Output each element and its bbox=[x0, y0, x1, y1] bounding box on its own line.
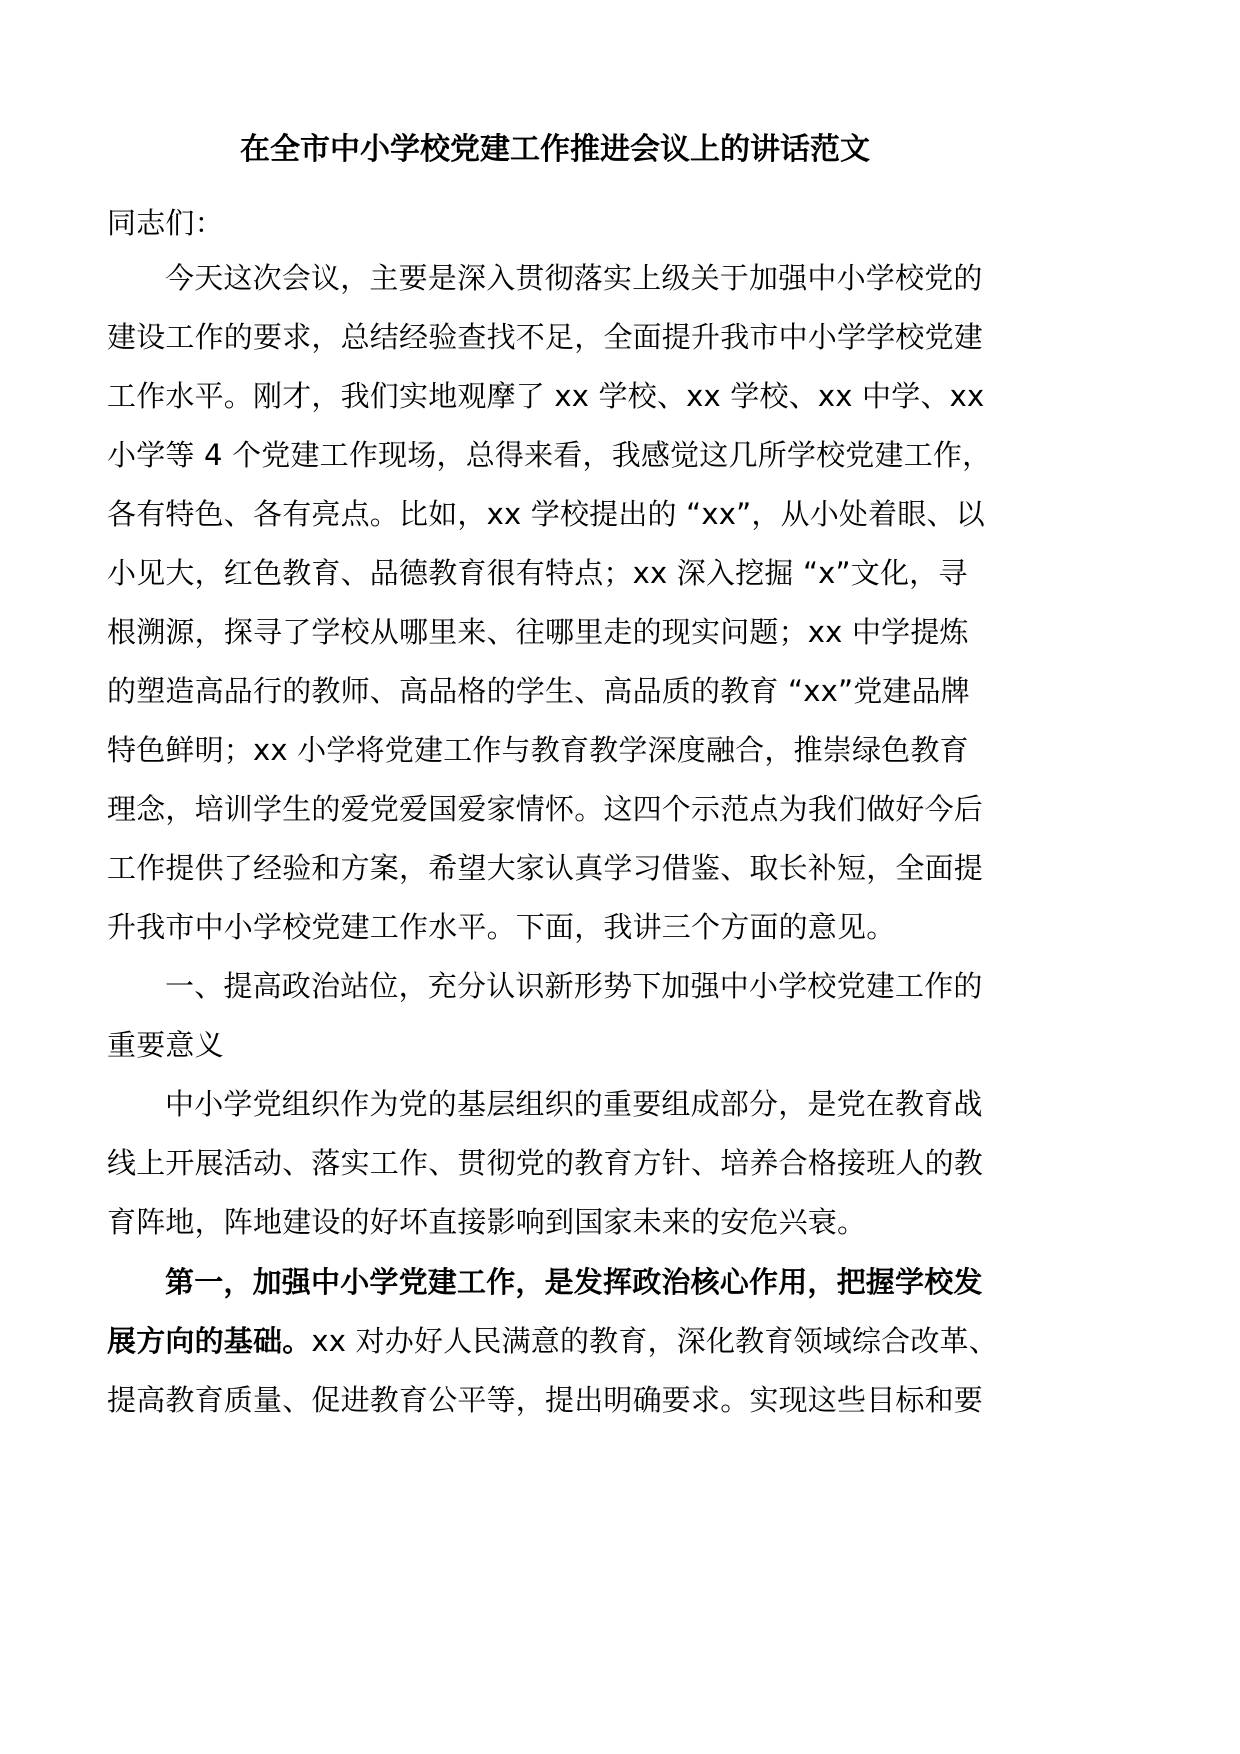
document-title: 在全市中小学校党建工作推进会议上的讲话范文 bbox=[240, 132, 870, 167]
bold-lead-sentence: 展方向的基础。 bbox=[107, 1324, 312, 1358]
bold-lead-sentence: 第一，加强中小学党建工作，是发挥政治核心作用，把握学校发 bbox=[165, 1265, 983, 1299]
section-heading: 重要意义 bbox=[107, 1028, 224, 1062]
paragraph-line: 工作提供了经验和方案，希望大家认真学习借鉴、取长补短，全面提 bbox=[107, 851, 984, 885]
paragraph-line: 根溯源，探寻了学校从哪里来、往哪里走的现实问题；xx 中学提炼 bbox=[107, 615, 969, 649]
paragraph-line: 各有特色、各有亮点。比如，xx 学校提出的 “xx”，从小处着眼、以 bbox=[107, 497, 985, 531]
paragraph-line: 升我市中小学校党建工作水平。下面，我讲三个方面的意见。 bbox=[107, 910, 896, 944]
paragraph-line: 特色鲜明；xx 小学将党建工作与教育教学深度融合，推崇绿色教育 bbox=[107, 733, 969, 767]
paragraph-line bbox=[107, 1321, 1007, 1361]
salutation: 同志们： bbox=[107, 206, 224, 240]
paragraph-text: xx 对办好人民满意的教育，深化教育领域综合改革、 bbox=[311, 1324, 998, 1358]
paragraph-line: 提高教育质量、促进教育公平等，提出明确要求。实现这些目标和要 bbox=[107, 1383, 984, 1417]
paragraph-line: 理念，培训学生的爱党爱国爱家情怀。这四个示范点为我们做好今后 bbox=[107, 792, 984, 826]
paragraph-line: 小见大，红色教育、品德教育很有特点；xx 深入挖掘 “x”文化，寻 bbox=[107, 556, 968, 590]
paragraph-line: 的塑造高品行的教师、高品格的学生、高品质的教育 “xx”党建品牌 bbox=[107, 674, 970, 708]
section-heading: 一、提高政治站位，充分认识新形势下加强中小学校党建工作的 bbox=[165, 969, 983, 1003]
paragraph-line: 育阵地，阵地建设的好坏直接影响到国家未来的安危兴衰。 bbox=[107, 1205, 867, 1239]
paragraph-line: 小学等 4 个党建工作现场，总得来看，我感觉这几所学校党建工作， bbox=[107, 438, 992, 472]
paragraph-line: 线上开展活动、落实工作、贯彻党的教育方针、培养合格接班人的教 bbox=[107, 1146, 984, 1180]
paragraph-line: 今天这次会议，主要是深入贯彻落实上级关于加强中小学校党的 bbox=[165, 261, 983, 295]
paragraph-line: 工作水平。刚才，我们实地观摩了 xx 学校、xx 学校、xx 中学、xx bbox=[107, 379, 985, 413]
paragraph-line: 中小学党组织作为党的基层组织的重要组成部分，是党在教育战 bbox=[165, 1087, 983, 1121]
paragraph-line: 建设工作的要求，总结经验查找不足，全面提升我市中小学学校党建 bbox=[107, 320, 984, 354]
